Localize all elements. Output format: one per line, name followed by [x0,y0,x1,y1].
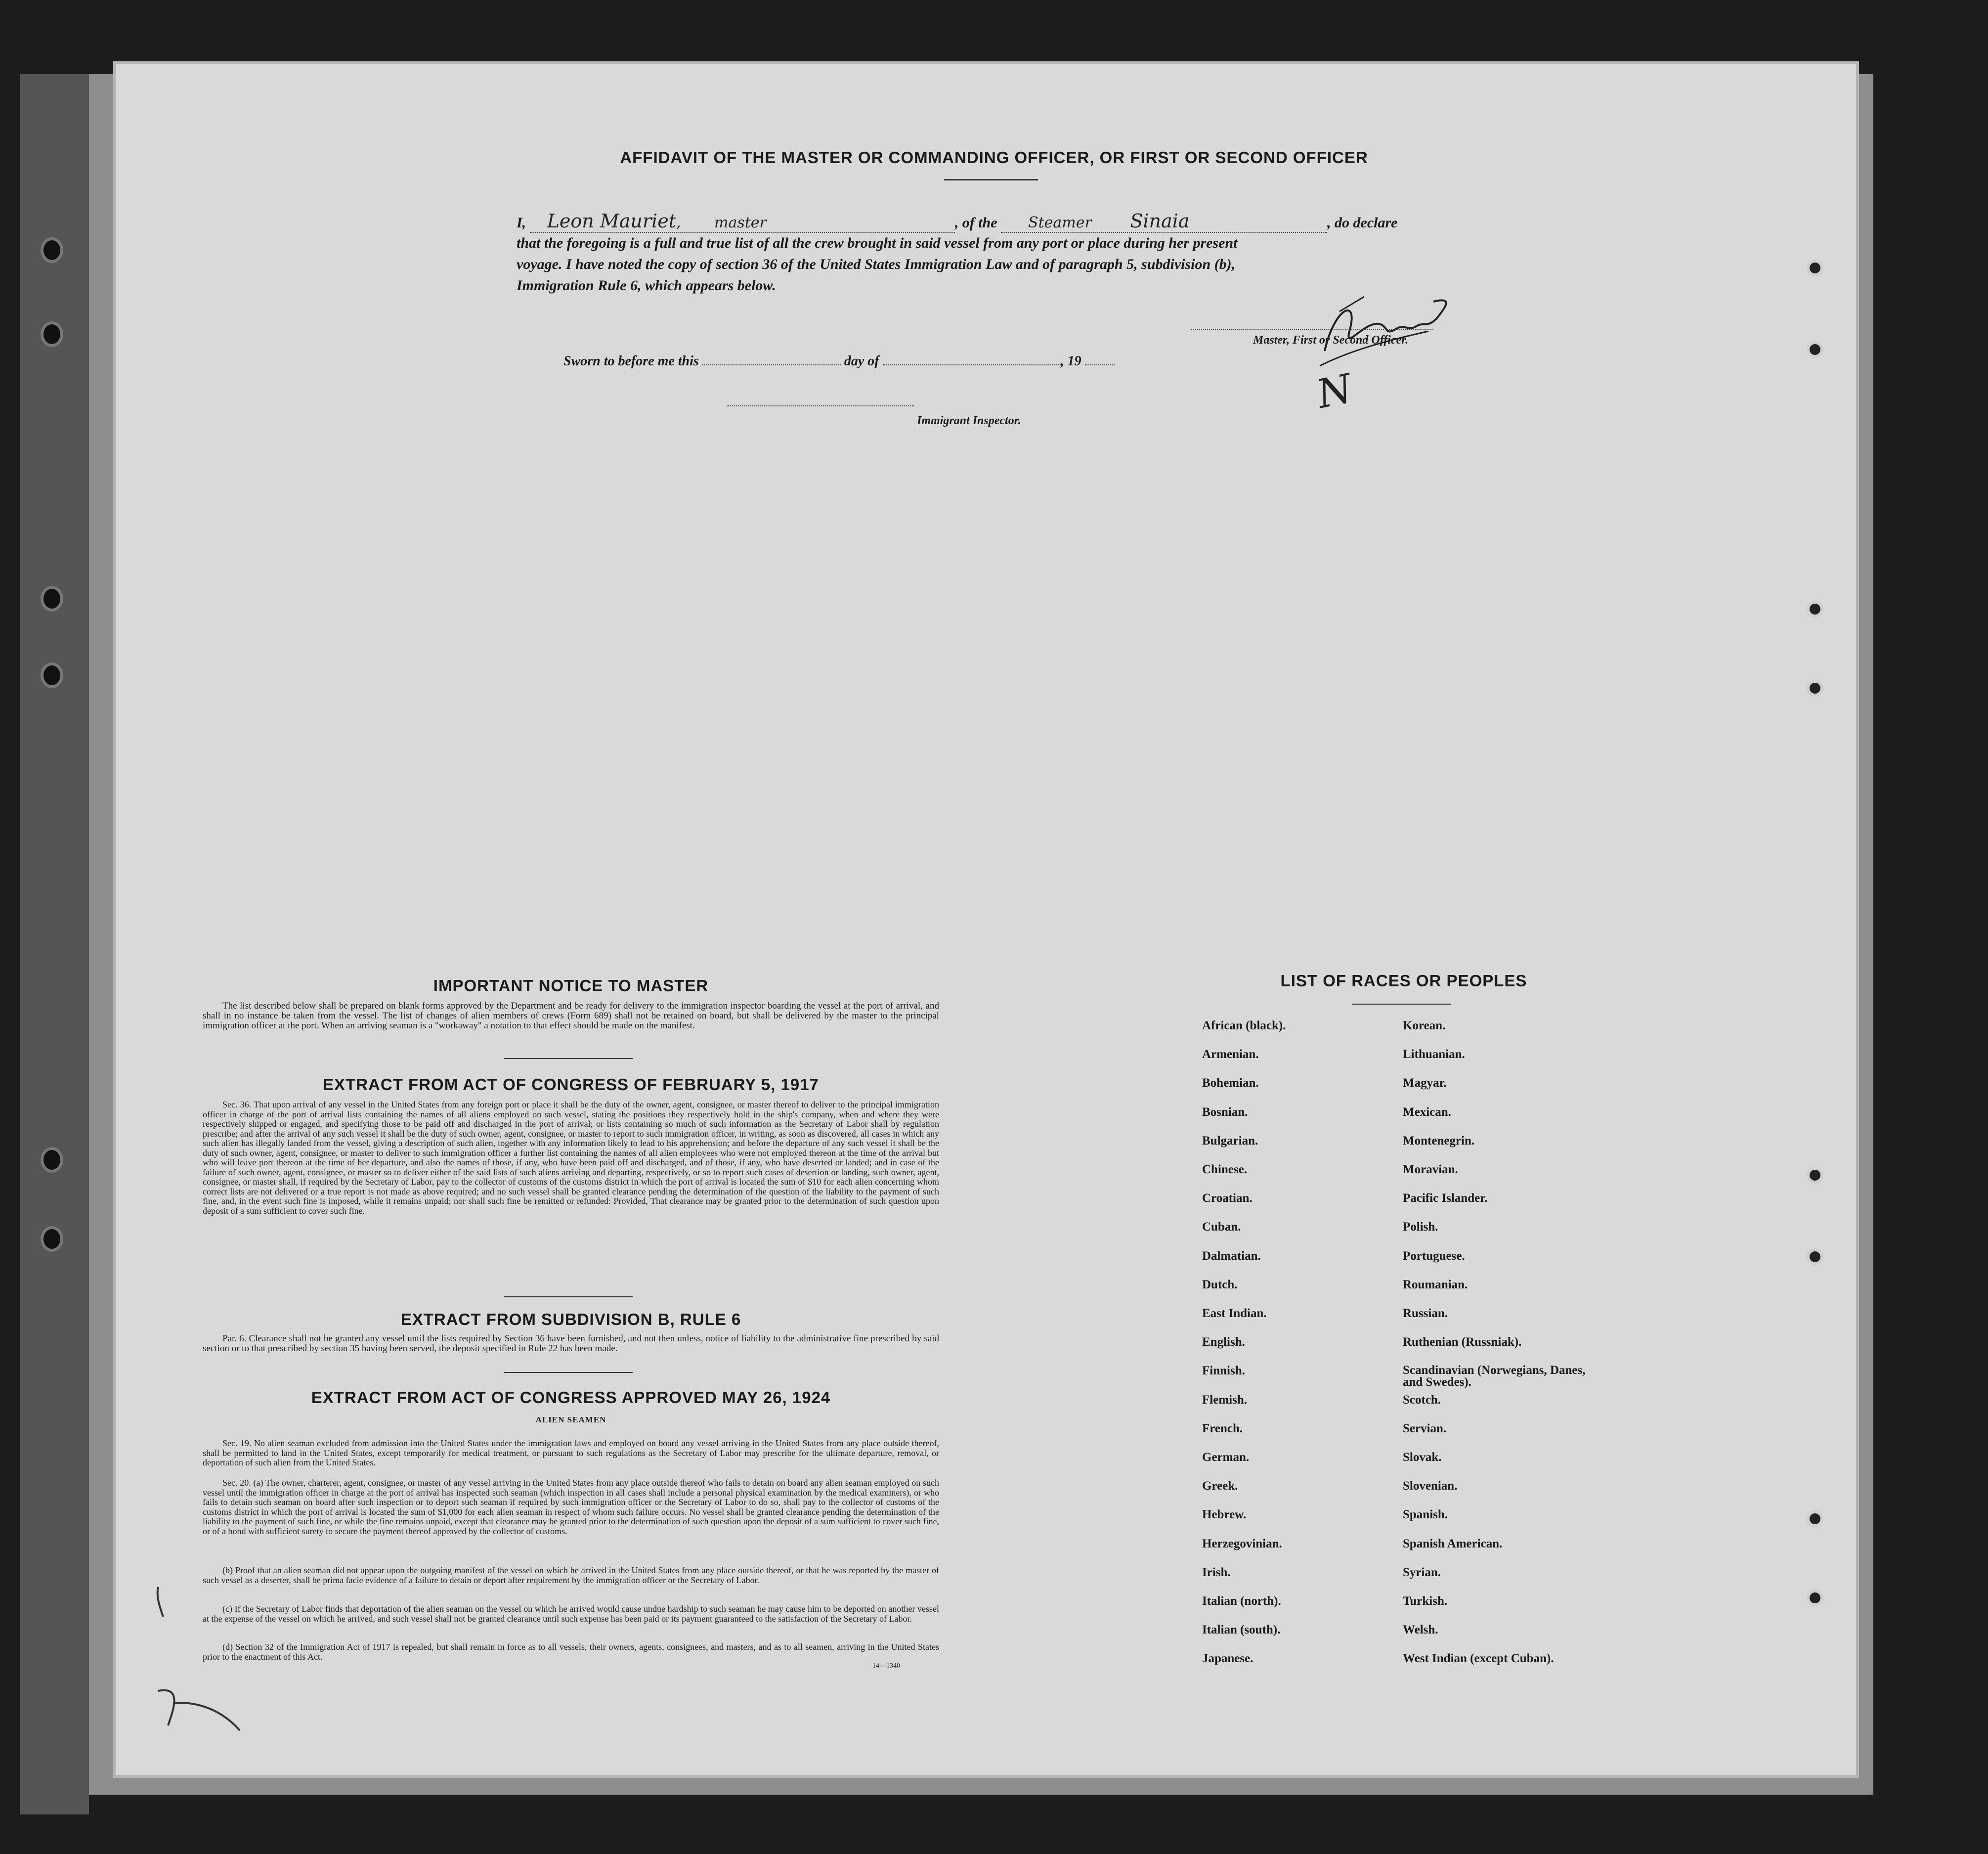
signature-line [1191,329,1433,330]
race-item: Cuban. [1202,1220,1241,1234]
race-item: Scotch. [1403,1393,1441,1407]
sworn-prefix: Sworn to before me this [563,353,699,369]
extract-1924-subtitle: ALIEN SEAMEN [535,1415,606,1424]
sworn-line [563,353,1115,369]
race-item: Korean. [1403,1019,1446,1032]
race-item: Portuguese. [1403,1249,1465,1263]
race-item: Slovak. [1403,1451,1442,1464]
race-item: Bulgarian. [1202,1134,1258,1148]
vessel-name: Sinaia [1130,210,1190,232]
notice-title: IMPORTANT NOTICE TO MASTER [433,976,709,995]
margin-mark: N [1313,365,1356,418]
divider [944,179,1038,180]
binder-hole [41,1147,63,1173]
race-item: Moravian. [1403,1163,1458,1176]
race-item: German. [1202,1451,1250,1464]
notice-text: The list described below shall be prepared on blank forms approved by the Department and be ready for delivery to the immigration inspector boarding the vessel at the port of arrival, and shall in no instance be taken from the vessel. The list of changes of alien members of crews (Form 689) shall not be retained on board, but shall be delivered by the master to the principal immigration officer at the port. When an arriving seaman is a "workaway" a notation to that effect should be made on the manifest. [203,1001,939,1031]
races-title: LIST OF RACES OR PEOPLES [1280,971,1527,990]
affidavit-title: AFFIDAVIT OF THE MASTER OR COMMANDING OFFICER, OR FIRST OR SECOND OFFICER [620,148,1368,167]
race-item: Bosnian. [1202,1105,1248,1119]
race-item: Spanish. [1403,1508,1448,1522]
binder-hole [1807,601,1823,618]
pencil-mark [148,1582,178,1622]
race-item: African (black). [1202,1019,1286,1032]
text-i: I, [517,215,526,231]
extract-1924-sec20d: (d) Section 32 of the Immigration Act of 1917 is repealed, but shall remain in force as to all vessels, their owners, agents, consignees, and masters, and as to all seamen, arriving in the United States prior to the enactment of this Act. [203,1642,939,1662]
race-item: Servian. [1403,1421,1447,1435]
extract-1924-sec20c: (c) If the Secretary of Labor finds that deportation of the alien seaman on the vessel on which he arrived would cause undue hardship to such seaman he may cause him to be deported on another vessel at the expense of the vessel on which he arrived, and such vessel shall not be granted clearance until such expense has been paid or its payment guaranteed to the satisfaction of the Secretary of Labor. [203,1604,939,1624]
binder-hole [41,321,63,347]
divider [504,1296,633,1297]
binder-hole [1807,680,1823,697]
race-item: Dalmatian. [1202,1249,1261,1263]
race-item: Chinese. [1202,1163,1247,1176]
extract-1924-sec20b: (b) Proof that an alien seaman did not appear upon the outgoing manifest of the vessel on which he arrived in the United States from any place outside thereof, or that he was reported by the master of such vessel as a deserter, shall be prima facie evidence of a failure to detain or deport after requirement by the immigration officer or the Secretary of Labor. [203,1565,939,1585]
text-do-declare: , do declare [1327,215,1398,231]
form-number: 14—1340 [872,1662,900,1670]
extract-1924-sec19: Sec. 19. No alien seaman excluded from admission into the United States under the immigration laws and employed on board any vessel arriving in the United States from any place outside thereof, shall be permitted to land in the United States, except temporarily for medical treatment, or pursuant to such regulations as the Secretary of Labor may prescribe for the ultimate departure, removal, or deportation of such alien from the United States. [203,1438,939,1467]
race-item: Italian (south). [1202,1623,1281,1637]
divider [1352,1004,1451,1005]
race-item: Scandinavian (Norwegians, Danes, and Swedes). [1403,1364,1586,1389]
race-item: Hebrew. [1202,1508,1247,1522]
race-item: Russian. [1403,1307,1448,1320]
rule6-text: Par. 6. Clearance shall not be granted any vessel until the lists required by Section 36 have been furnished, and not then unless, notice of liability to the administrative fine prescribed by said section or to that prescribed by section 35 having been served, the deposit specified in Rule 22 has been made. [203,1333,939,1354]
signature-label: Master, First or Second Officer. [1253,334,1409,347]
race-item: Japanese. [1202,1652,1253,1666]
binder-hole [1807,1248,1823,1265]
declaration-line-4: Immigration Rule 6, which appears below. [517,277,776,294]
race-item: French. [1202,1421,1243,1435]
race-item: Bohemian. [1202,1076,1259,1090]
binder-hole [41,1226,63,1252]
binder-hole [41,237,63,263]
race-item: East Indian. [1202,1307,1267,1320]
extract-1924-title: EXTRACT FROM ACT OF CONGRESS APPROVED MAY 26, 1924 [311,1388,831,1407]
master-signature [1305,277,1463,371]
race-item: Croatian. [1202,1192,1253,1205]
inspector-line [727,405,914,406]
race-item: Lithuanian. [1403,1048,1465,1061]
extract-1924-sec20a: Sec. 20. (a) The owner, charterer, agent, consignee, or master of any vessel arriving in the United States from any place outside thereof who fails to detain on board any alien seaman employed on such vessel until the immigration officer in charge at the port of arrival has inspected such seaman (which inspection in all cases shall include a personal physical examination by the medical examiners), or who fails to detain such seaman on board after such inspection or to deport such seaman if required by such immigration officer or the Secretary of Labor to do so, shall pay to the collector of customs of the customs district in which the port of arrival is located the sum of $1,000 for each alien seaman in respect of whom such failure occurs. No vessel shall be granted clearance pending the determination of the liability to the payment of such fine, or while the fine remains unpaid, except that clearance may be granted prior to the determination of such question upon the deposit of a sum sufficient to cover such fine, or of a bond with sufficient surety to secure the payment thereof approved by the collector of customs. [203,1478,939,1536]
master-name: Leon Mauriet [547,210,676,232]
rule6-title: EXTRACT FROM SUBDIVISION B, RULE 6 [400,1310,741,1328]
divider [504,1372,633,1373]
binder-hole [1807,260,1823,276]
race-item: Slovenian. [1403,1479,1458,1493]
race-item: Italian (north). [1202,1594,1281,1608]
race-item: English. [1202,1335,1245,1349]
binder-hole [1807,341,1823,358]
race-item: Turkish. [1403,1594,1448,1608]
vessel-type: Steamer [1028,214,1092,231]
race-item: Polish. [1403,1220,1438,1234]
race-item: Mexican. [1403,1105,1451,1119]
binder-hole [1807,1589,1823,1606]
race-item: West Indian (except Cuban). [1403,1652,1554,1666]
sworn-year: , 19 [1060,353,1081,369]
race-item: Syrian. [1403,1565,1441,1579]
binder-hole [41,586,63,612]
race-item: Magyar. [1403,1076,1447,1090]
extract-1917-title: EXTRACT FROM ACT OF CONGRESS OF FEBRUARY 5, 1917 [323,1075,819,1094]
binder-hole [1807,1167,1823,1184]
race-item: Finnish. [1202,1364,1245,1378]
race-item: Armenian. [1202,1048,1259,1061]
declaration-line-2: that the foregoing is a full and true list of all the crew brought in said vessel from any port or place during her present [517,235,1238,251]
binder-hole [1807,1510,1823,1527]
binder-hole [41,662,63,688]
inspector-label: Immigrant Inspector. [917,414,1021,427]
race-item: Dutch. [1202,1278,1238,1291]
race-item: Montenegrin. [1403,1134,1475,1148]
race-item: Greek. [1202,1479,1238,1493]
race-item: Flemish. [1202,1393,1247,1407]
race-item: Irish. [1202,1565,1231,1579]
race-item: Pacific Islander. [1403,1192,1488,1205]
divider [504,1058,633,1059]
declaration-line-1: I, Leon Mauriet, master , of the Steamer Sinaia , do declare [517,210,1398,232]
race-item: Welsh. [1403,1623,1438,1637]
pencil-mark [153,1681,247,1735]
race-item: Roumanian. [1403,1278,1468,1291]
text-of-the: , of the [954,215,997,231]
extract-1917-text: Sec. 36. That upon arrival of any vessel in the United States from any foreign port or place it shall be the duty of the owner, agent, consignee, or master thereof to deliver to the principal immigration officer in charge of the port of arrival lists containing the names of all aliens employed on such vessel, stating the positions they respectively hold in the ship's company, when and where they were respectively shipped or engaged, and specifying those to be paid off and discharged in the port of arrival; or lists containing so much of such information as the Secretary of Labor shall by regulation prescribe; and after the arrival of any such vessel it shall be the duty of such owner, agent, consignee, or master to report to such immigration officer, in writing, as soon as discovered, all cases in which any such alien has illegally landed from the vessel, giving a description of such alien, together with any information likely to lead to his apprehension; and before the departure of any such vessel it shall be the duty of such owner, agent, consignee, or master to deliver to such immigration officer a further list containing the names of all alien employees who were not employed thereon at the time of the arrival but who will leave port thereon at the time of her departure, and also the names of those, if any, who have been paid off and discharged, and of those, if any, who have deserted or landed; and in case of the failure of such owner, agent, consignee, or master so to deliver either of the said lists of such aliens arriving and departing, respectively, or so to report such cases of desertion or landing, such owner, agent, consignee, or master shall, if required by the Secretary of Labor, pay to the collector of customs of the customs district in which the port of arrival is located the sum of $10 for each alien concerning whom correct lists are not delivered or a true report is not made as above required; and no such vessel shall be granted clearance pending the determination of the question of the liability to the payment of such fine, and, in the event such fine is imposed, while it remains unpaid; nor shall such fine be remitted or refunded: Provided, That clearance may be granted prior to the determination of such question upon deposit of a sum sufficient to cover such fine. [203,1100,939,1216]
race-item: Ruthenian (Russniak). [1403,1335,1522,1349]
race-item: Spanish American. [1403,1537,1503,1550]
sworn-day: day of [844,353,879,369]
declaration-line-3: voyage. I have noted the copy of section 36 of the United States Immigration Law and of paragraph 5, subdivision (b), [517,256,1236,272]
race-item: Herzegovinian. [1202,1537,1282,1550]
master-rank: master [714,214,767,231]
